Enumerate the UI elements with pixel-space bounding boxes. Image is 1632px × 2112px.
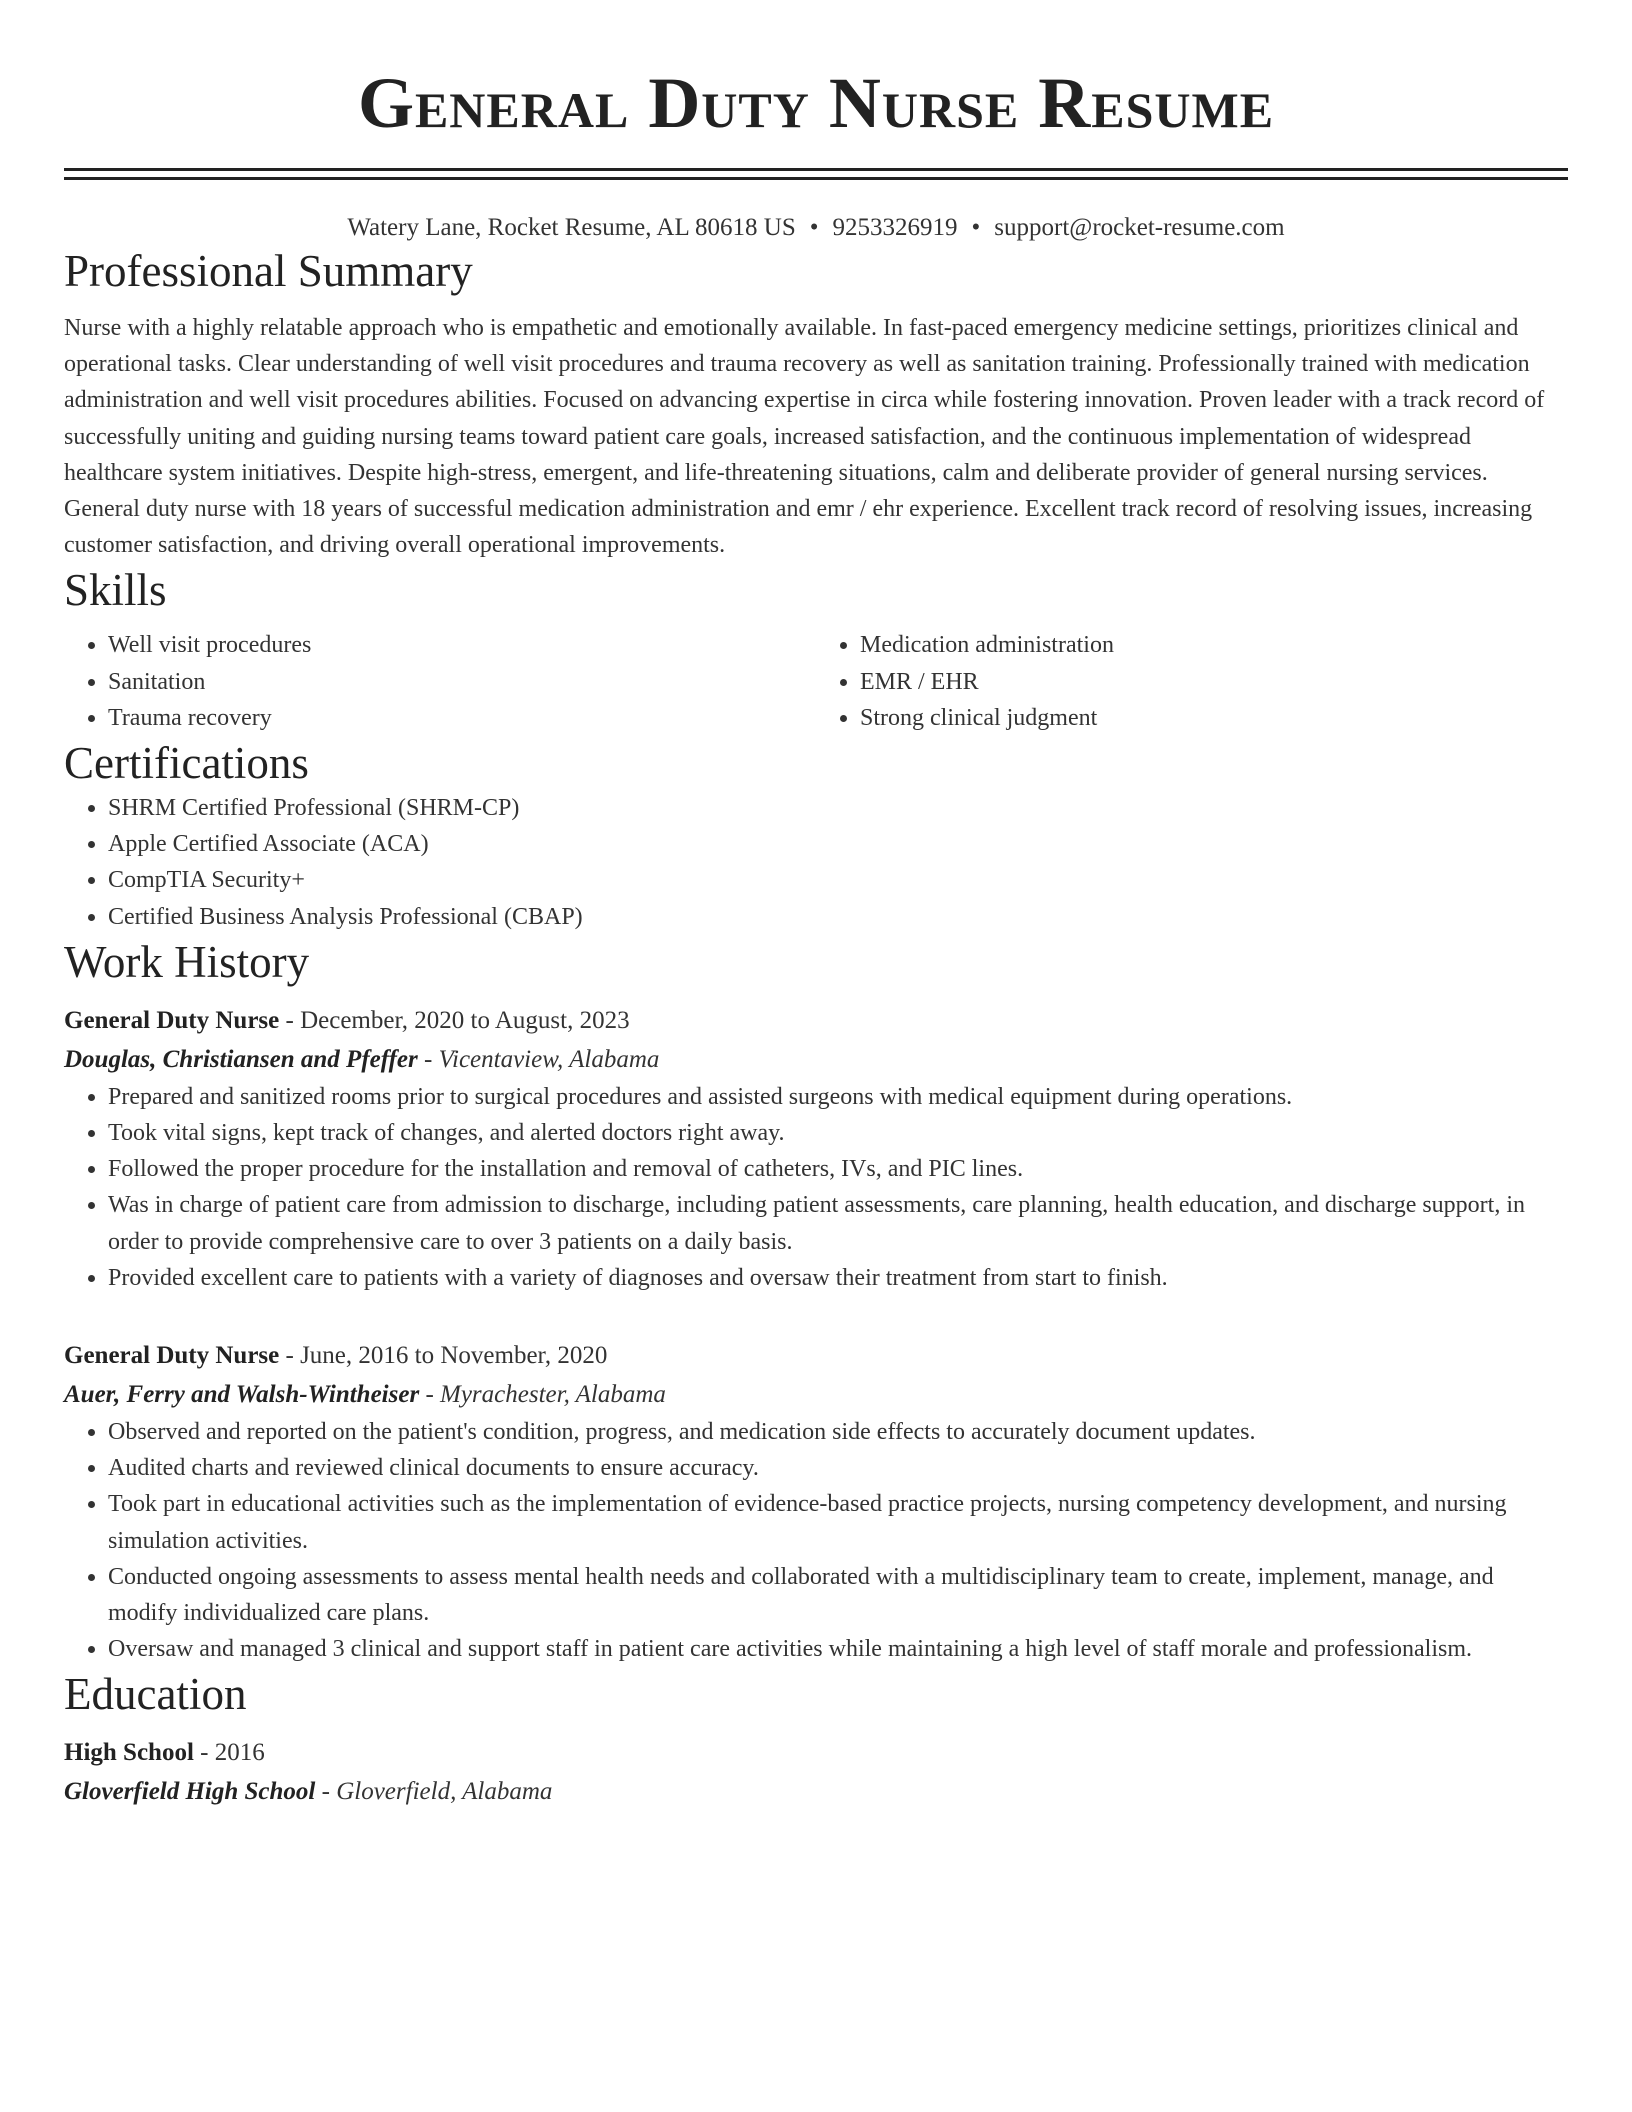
summary-text: Nurse with a highly relatable approach who is empathetic and emotionally available. In fast-paced emergency medicine settings, prioritizes clinical and operational tasks. Clear understanding of well visit procedures and trauma recovery as well as sanitation training. Professionally trained with medication administration and well visit procedures abilities. Focused on advancing expertise in circa while fostering innovation. Proven leader with a track record of successfully uniting and guiding nursing teams toward patient care goals, increased satisfaction, and the continuous implementation of widespread healthcare system initiatives. Despite high-stress, emergent, and life-threatening situations, calm and deliberate provider of general nursing services. General duty nurse with 18 years of successful medication administration and emr / ehr experience. Excellent track record of resolving issues, increasing customer satisfaction, and driving overall operational improvements.: [64, 315, 1545, 559]
education-heading: Education: [64, 1669, 247, 1720]
job-duty: • Observed and reported on the patient's condition, progress, and medication side effects to accurately document updates.: [108, 1414, 1568, 1450]
job-title: General Duty Nurse: [64, 1006, 280, 1034]
skill-item: • Strong clinical judgment: [860, 700, 1568, 736]
skill-item: • EMR / EHR: [860, 664, 1568, 700]
education-school-line: [64, 1772, 1568, 1811]
contact-line: [64, 212, 1568, 244]
contact-separator: •: [971, 214, 981, 241]
education-year: - 2016: [193, 1739, 265, 1767]
contact-address: Watery Lane, Rocket Resume, AL 80618 US: [347, 214, 796, 241]
job-dates: - December, 2020 to August, 2023: [279, 1006, 630, 1034]
job-duties-list: [64, 1414, 1568, 1667]
work-history-heading: Work History: [64, 936, 310, 987]
education-entry: [64, 1733, 1568, 1811]
education-school: Gloverfield High School: [64, 1778, 316, 1806]
certifications-section: [64, 736, 1568, 935]
job-dates: - June, 2016 to November, 2020: [279, 1342, 608, 1370]
job-duty: • Took vital signs, kept track of changes, and alerted doctors right away.: [108, 1115, 1568, 1151]
job-entry: [64, 1001, 1568, 1296]
skills-list-left: [64, 627, 816, 736]
certification-item: • CompTIA Security+: [108, 862, 1568, 898]
job-company: Douglas, Christiansen and Pfeffer: [64, 1045, 418, 1073]
job-title-line: [64, 1001, 1568, 1040]
job-duty: • Was in charge of patient care from admission to discharge, including patient assessments, care planning, health education, and discharge support, in order to provide comprehensive care to over 3 patients on a daily basis.: [108, 1187, 1568, 1259]
job-duty: • Audited charts and reviewed clinical documents to ensure accuracy.: [108, 1450, 1568, 1486]
education-section: [64, 1667, 1568, 1811]
job-title-line: [64, 1336, 1568, 1375]
resume-title: General Duty Nurse Resume: [357, 63, 1275, 143]
job-duty: • Took part in educational activities such as the implementation of evidence-based practice projects, nursing competency development, and nursing simulation activities.: [108, 1486, 1568, 1558]
job-company: Auer, Ferry and Walsh-Wintheiser: [64, 1381, 420, 1409]
certifications-list: [64, 790, 1568, 935]
job-duty: • Conducted ongoing assessments to assess mental health needs and collaborated with a multidisciplinary team to create, implement, manage, and modify individualized care plans.: [108, 1559, 1568, 1631]
summary-section: [64, 244, 1568, 563]
skills-list-right: [816, 627, 1568, 736]
certification-item: • Apple Certified Associate (ACA): [108, 826, 1568, 862]
job-duty: • Followed the proper procedure for the installation and removal of catheters, IVs, and PIC lines.: [108, 1151, 1568, 1187]
job-duty: • Provided excellent care to patients with a variety of diagnoses and oversaw their treatment from start to finish.: [108, 1260, 1568, 1296]
title-divider-bottom: [64, 177, 1568, 180]
skill-item: • Trauma recovery: [108, 700, 816, 736]
skill-item: • Sanitation: [108, 664, 816, 700]
skills-grid: [64, 627, 1568, 736]
job-company-line: [64, 1375, 1568, 1414]
job-location: - Myrachester, Alabama: [419, 1381, 666, 1409]
work-history-section: [64, 935, 1568, 1668]
title-divider-top: [64, 168, 1568, 171]
education-location: - Gloverfield, Alabama: [315, 1778, 553, 1806]
skill-item: • Medication administration: [860, 627, 1568, 663]
job-entry: [64, 1336, 1568, 1667]
skills-column-left: [64, 627, 816, 736]
certifications-heading: Certifications: [64, 738, 309, 789]
skills-column-right: [816, 627, 1568, 736]
skills-section: [64, 563, 1568, 736]
certification-item: • SHRM Certified Professional (SHRM-CP): [108, 790, 1568, 826]
contact-separator: •: [809, 214, 819, 241]
job-title: General Duty Nurse: [64, 1342, 280, 1370]
job-company-line: [64, 1040, 1568, 1079]
job-duty: • Prepared and sanitized rooms prior to surgical procedures and assisted surgeons with medical equipment during operations.: [108, 1079, 1568, 1115]
job-duty: • Oversaw and managed 3 clinical and support staff in patient care activities while maintaining a high level of staff morale and professionalism.: [108, 1631, 1568, 1667]
education-degree: High School: [64, 1739, 194, 1767]
contact-phone: 9253326919: [832, 214, 958, 241]
skill-item: • Well visit procedures: [108, 627, 816, 663]
contact-email: support@rocket-resume.com: [994, 214, 1285, 241]
job-duties-list: [64, 1079, 1568, 1296]
skills-heading: Skills: [64, 565, 167, 616]
summary-heading: Professional Summary: [64, 246, 473, 296]
job-location: - Vicentaview, Alabama: [417, 1045, 660, 1073]
certification-item: • Certified Business Analysis Professional (CBAP): [108, 899, 1568, 935]
education-degree-line: [64, 1733, 1568, 1772]
